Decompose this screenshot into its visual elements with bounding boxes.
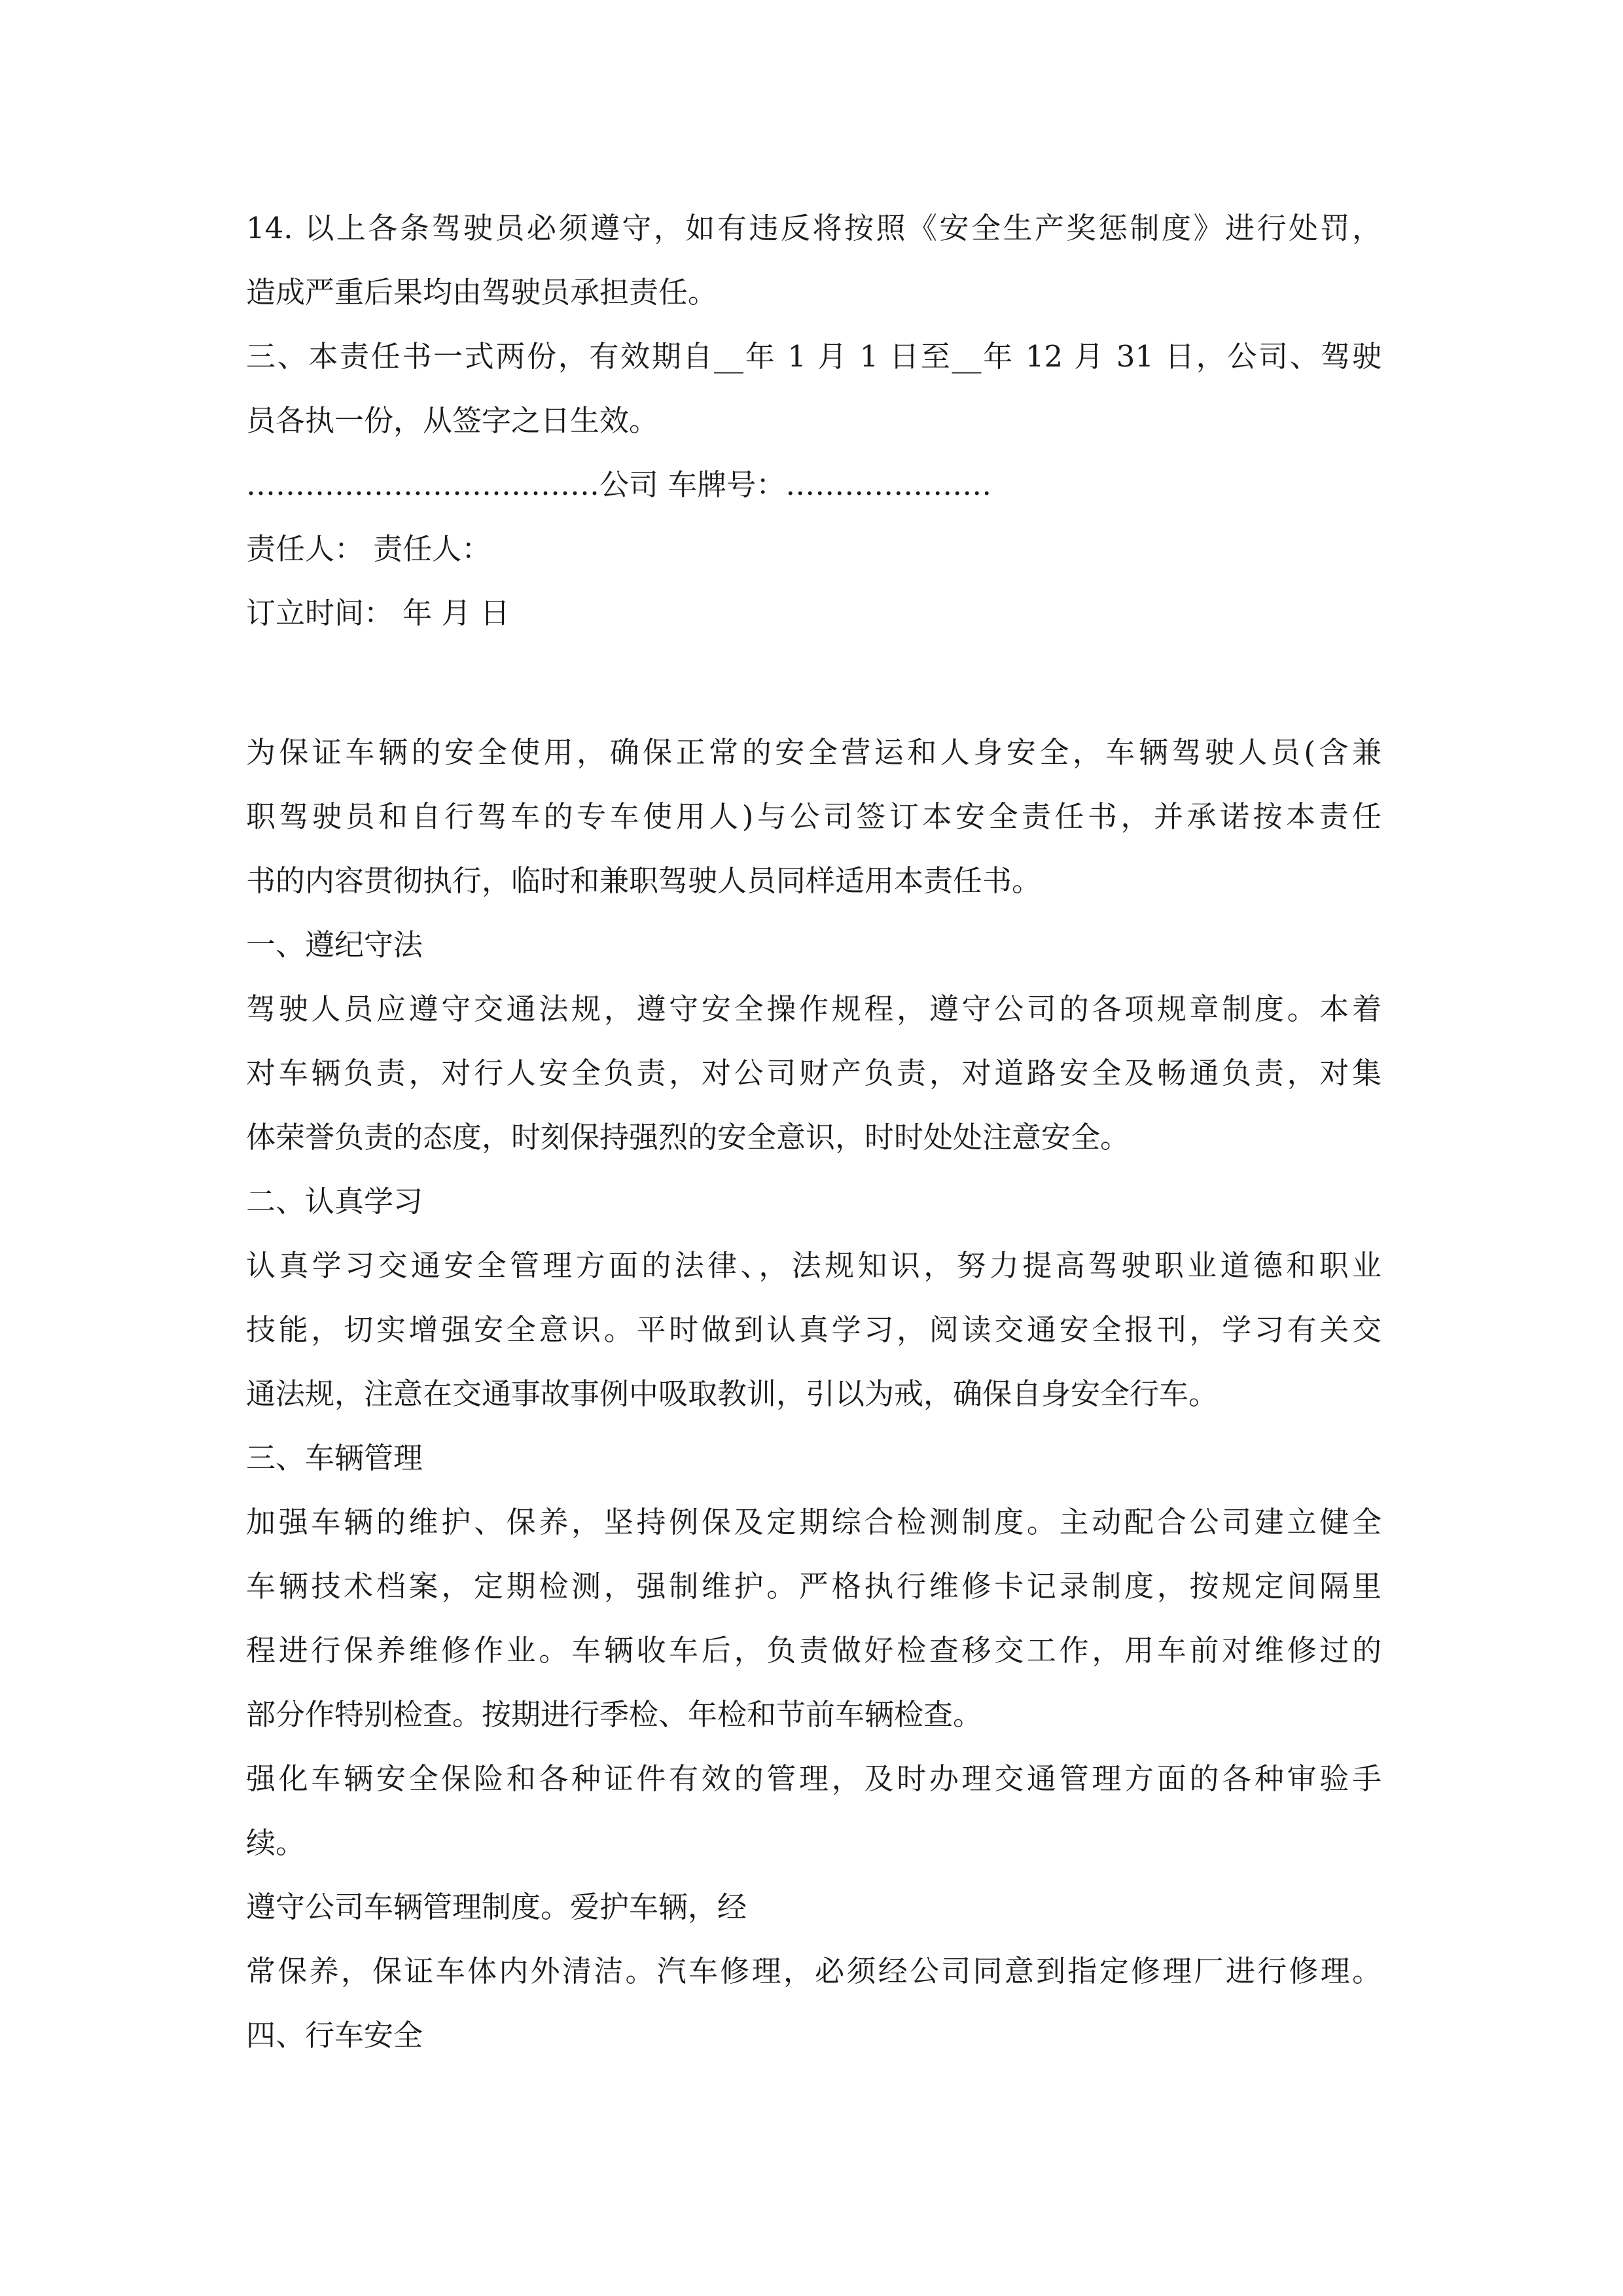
section-3-line-8: 常保养，保证车体内外清洁。汽车修理，必须经公司同意到指定修理厂进行修理。	[246, 1954, 1382, 1988]
intro-line-1: 为保证车辆的安全使用，确保正常的安全营运和人身安全，车辆驾驶人员(含兼	[246, 735, 1382, 770]
section-1-line-1: 驾驶人员应遵守交通法规，遵守安全操作规程，遵守公司的各项规章制度。本着	[246, 992, 1382, 1026]
section-3-line-6: 续。	[246, 1825, 306, 1860]
validity-line-2: 员各执一份，从签字之日生效。	[246, 403, 659, 438]
section-2-line-2: 技能，切实增强安全意识。平时做到认真学习，阅读交通安全报刊，学习有关交	[246, 1312, 1382, 1347]
document-content	[246, 196, 1382, 2068]
intro-line-3: 书的内容贯彻执行，临时和兼职驾驶人员同样适用本责任书。	[246, 863, 1042, 898]
section-1-line-2: 对车辆负责，对行人安全负责，对公司财产负责，对道路安全及畅通负责，对集	[246, 1056, 1382, 1090]
signing-date-line: 订立时间： 年 月 日	[246, 596, 510, 630]
section-3-line-5: 强化车辆安全保险和各种证件有效的管理，及时办理交通管理方面的各种审验手	[246, 1761, 1382, 1796]
clause-14-line-1: 14. 以上各条驾驶员必须遵守，如有违反将按照《安全生产奖惩制度》进行处罚，	[246, 211, 1382, 245]
section-3-line-3: 程进行保养维修作业。车辆收车后，负责做好检查移交工作，用车前对维修过的	[246, 1633, 1382, 1668]
company-plate-line: ………………………………公司 车牌号：…………………	[246, 467, 992, 502]
section-3-line-4: 部分作特别检查。按期进行季检、年检和节前车辆检查。	[246, 1697, 983, 1732]
clause-14-line-2: 造成严重后果均由驾驶员承担责任。	[246, 275, 718, 310]
validity-line-1: 三、本责任书一式两份，有效期自__年 1 月 1 日至__年 12 月 31 日，公司、驾驶	[246, 339, 1382, 374]
section-1-line-3: 体荣誉负责的态度，时刻保持强烈的安全意识，时时处处注意安全。	[246, 1120, 1130, 1155]
section-3-line-2: 车辆技术档案，定期检测，强制维护。严格执行维修卡记录制度，按规定间隔里	[246, 1569, 1382, 1604]
section-2-line-3: 通法规，注意在交通事故事例中吸取教训，引以为戒，确保自身安全行车。	[246, 1376, 1219, 1411]
intro-line-2: 职驾驶员和自行驾车的专车使用人)与公司签订本安全责任书，并承诺按本责任	[246, 799, 1382, 834]
heading-section-4: 四、行车安全	[246, 2018, 423, 2053]
responsible-persons-line: 责任人： 责任人：	[246, 531, 491, 566]
heading-section-3: 三、车辆管理	[246, 1441, 423, 1475]
heading-section-2: 二、认真学习	[246, 1184, 423, 1219]
section-3-line-7: 遵守公司车辆管理制度。爱护车辆，经	[246, 1890, 747, 1924]
section-3-line-1: 加强车辆的维护、保养，坚持例保及定期综合检测制度。主动配合公司建立健全	[246, 1505, 1382, 1539]
section-gap	[246, 645, 1382, 721]
heading-section-1: 一、遵纪守法	[246, 927, 423, 962]
section-2-line-1: 认真学习交通安全管理方面的法律、，法规知识，努力提高驾驶职业道德和职业	[246, 1248, 1382, 1283]
